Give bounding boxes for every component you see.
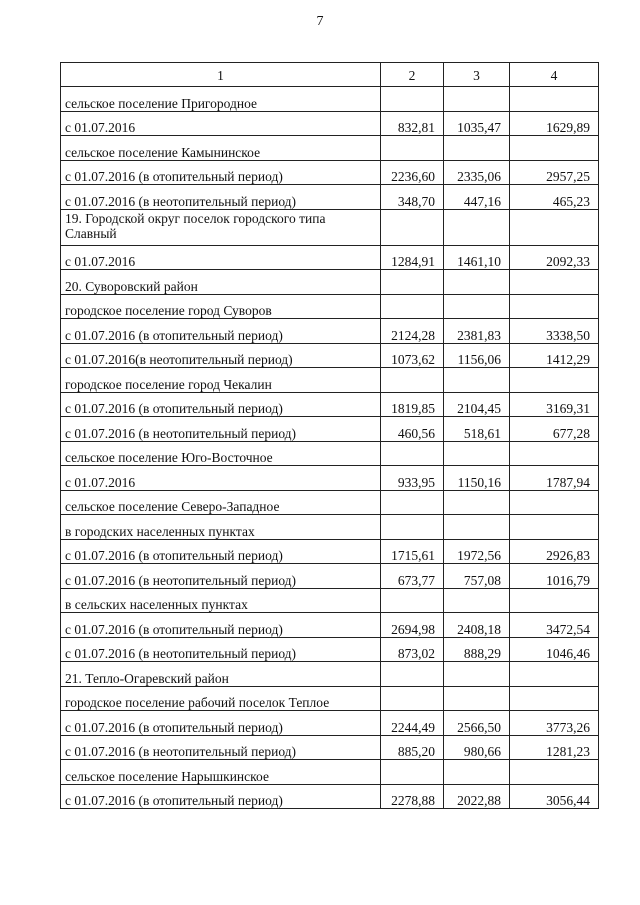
row-value-col3: 1156,06 — [444, 343, 510, 368]
row-value-col4: 1046,46 — [510, 637, 599, 662]
row-label: с 01.07.2016 (в отопительный период) — [61, 160, 381, 185]
row-value-col3: 1972,56 — [444, 539, 510, 564]
row-label: городское поселение город Суворов — [61, 294, 381, 319]
row-value-col4: 1412,29 — [510, 343, 599, 368]
row-value-col4: 1281,23 — [510, 735, 599, 760]
row-value-col3 — [444, 87, 510, 112]
row-value-col3: 2104,45 — [444, 392, 510, 417]
table-row — [61, 441, 599, 466]
row-label: городское поселение рабочий поселок Теплое — [61, 686, 381, 711]
row-value-col3: 1150,16 — [444, 466, 510, 491]
row-value-col4 — [510, 368, 599, 393]
row-value-col4 — [510, 686, 599, 711]
table-row — [61, 662, 599, 687]
row-value-col2 — [381, 368, 444, 393]
table-row — [61, 160, 599, 185]
row-label: сельское поселение Северо-Западное — [61, 490, 381, 515]
table-row — [61, 185, 599, 210]
row-value-col3 — [444, 294, 510, 319]
row-label: с 01.07.2016 (в неотопительный период) — [61, 185, 381, 210]
column-header-2: 2 — [381, 63, 444, 87]
table-row — [61, 136, 599, 161]
row-value-col2 — [381, 270, 444, 295]
row-value-col3: 2566,50 — [444, 711, 510, 736]
table-row — [61, 343, 599, 368]
row-label: 21. Тепло-Огаревский район — [61, 662, 381, 687]
table-row — [61, 392, 599, 417]
row-label: с 01.07.2016 (в неотопительный период) — [61, 417, 381, 442]
row-value-col3 — [444, 760, 510, 785]
table-row — [61, 735, 599, 760]
row-label: сельское поселение Камынинское — [61, 136, 381, 161]
table-body — [61, 87, 599, 809]
table-row — [61, 711, 599, 736]
row-label: с 01.07.2016 (в отопительный период) — [61, 392, 381, 417]
row-value-col2: 2236,60 — [381, 160, 444, 185]
table-row — [61, 417, 599, 442]
row-value-col2: 1819,85 — [381, 392, 444, 417]
row-value-col2: 2244,49 — [381, 711, 444, 736]
row-value-col2 — [381, 760, 444, 785]
table-row — [61, 368, 599, 393]
row-value-col2: 832,81 — [381, 111, 444, 136]
row-label: с 01.07.2016(в неотопительный период) — [61, 343, 381, 368]
row-label: с 01.07.2016 — [61, 245, 381, 270]
row-value-col2 — [381, 136, 444, 161]
row-value-col3: 447,16 — [444, 185, 510, 210]
row-value-col3 — [444, 270, 510, 295]
table-row — [61, 209, 599, 245]
row-value-col4: 3338,50 — [510, 319, 599, 344]
row-value-col4: 677,28 — [510, 417, 599, 442]
row-value-col2 — [381, 209, 444, 245]
row-value-col4: 465,23 — [510, 185, 599, 210]
row-label: сельское поселение Нарышкинское — [61, 760, 381, 785]
row-value-col4 — [510, 490, 599, 515]
table-row — [61, 270, 599, 295]
page-number: 7 — [316, 14, 324, 29]
table-row — [61, 319, 599, 344]
row-value-col4 — [510, 294, 599, 319]
row-label: с 01.07.2016 (в неотопительный период) — [61, 637, 381, 662]
row-value-col2: 885,20 — [381, 735, 444, 760]
column-header-4: 4 — [510, 63, 599, 87]
table-row — [61, 613, 599, 638]
row-label: с 01.07.2016 (в отопительный период) — [61, 319, 381, 344]
row-label: с 01.07.2016 (в неотопительный период) — [61, 564, 381, 589]
row-value-col3 — [444, 662, 510, 687]
row-label: городское поселение город Чекалин — [61, 368, 381, 393]
row-value-col4: 2957,25 — [510, 160, 599, 185]
row-value-col4 — [510, 87, 599, 112]
table-row — [61, 111, 599, 136]
row-value-col3: 1035,47 — [444, 111, 510, 136]
table-row — [61, 490, 599, 515]
row-value-col3: 2022,88 — [444, 784, 510, 809]
row-value-col3 — [444, 515, 510, 540]
row-label: 19. Городской округ поселок городского типа Славный — [61, 209, 381, 245]
row-value-col3: 2381,83 — [444, 319, 510, 344]
row-value-col3 — [444, 209, 510, 245]
row-value-col3: 757,08 — [444, 564, 510, 589]
table-row — [61, 686, 599, 711]
row-label: с 01.07.2016 (в отопительный период) — [61, 613, 381, 638]
column-header-3: 3 — [444, 63, 510, 87]
row-value-col3: 2335,06 — [444, 160, 510, 185]
row-label: 20. Суворовский район — [61, 270, 381, 295]
row-value-col2: 2278,88 — [381, 784, 444, 809]
row-value-col2: 2694,98 — [381, 613, 444, 638]
row-value-col2: 873,02 — [381, 637, 444, 662]
row-value-col3 — [444, 588, 510, 613]
row-value-col3 — [444, 136, 510, 161]
row-value-col4: 1016,79 — [510, 564, 599, 589]
row-value-col2: 673,77 — [381, 564, 444, 589]
row-label: в сельских населенных пунктах — [61, 588, 381, 613]
row-value-col4: 2926,83 — [510, 539, 599, 564]
row-value-col2: 1715,61 — [381, 539, 444, 564]
table-row — [61, 466, 599, 491]
row-value-col2 — [381, 441, 444, 466]
row-value-col2: 933,95 — [381, 466, 444, 491]
row-value-col3: 1461,10 — [444, 245, 510, 270]
row-value-col3 — [444, 441, 510, 466]
row-value-col4: 3169,31 — [510, 392, 599, 417]
row-value-col4 — [510, 270, 599, 295]
row-value-col3: 980,66 — [444, 735, 510, 760]
column-header-1: 1 — [61, 63, 381, 87]
row-label: сельское поселение Юго-Восточное — [61, 441, 381, 466]
row-value-col2 — [381, 515, 444, 540]
row-value-col4: 1787,94 — [510, 466, 599, 491]
row-value-col3: 518,61 — [444, 417, 510, 442]
table-row — [61, 245, 599, 270]
row-value-col4 — [510, 662, 599, 687]
row-label: с 01.07.2016 — [61, 466, 381, 491]
row-label: сельское поселение Пригородное — [61, 87, 381, 112]
row-label: с 01.07.2016 (в отопительный период) — [61, 784, 381, 809]
row-value-col2: 1284,91 — [381, 245, 444, 270]
row-value-col4: 3056,44 — [510, 784, 599, 809]
row-value-col2 — [381, 662, 444, 687]
table-row — [61, 294, 599, 319]
row-value-col2 — [381, 588, 444, 613]
row-value-col4: 1629,89 — [510, 111, 599, 136]
row-value-col2: 460,56 — [381, 417, 444, 442]
row-value-col2 — [381, 87, 444, 112]
row-label: в городских населенных пунктах — [61, 515, 381, 540]
row-value-col4: 3773,26 — [510, 711, 599, 736]
tariff-table — [60, 62, 599, 809]
table-row — [61, 784, 599, 809]
row-value-col4 — [510, 588, 599, 613]
table-row — [61, 87, 599, 112]
row-value-col2 — [381, 686, 444, 711]
table-row — [61, 760, 599, 785]
row-value-col2: 2124,28 — [381, 319, 444, 344]
table-row — [61, 588, 599, 613]
row-value-col4 — [510, 441, 599, 466]
row-value-col4 — [510, 515, 599, 540]
row-value-col3: 2408,18 — [444, 613, 510, 638]
table-row — [61, 539, 599, 564]
row-value-col2 — [381, 490, 444, 515]
row-value-col2: 1073,62 — [381, 343, 444, 368]
row-value-col3 — [444, 490, 510, 515]
row-label: с 01.07.2016 — [61, 111, 381, 136]
table-row — [61, 637, 599, 662]
row-value-col4 — [510, 760, 599, 785]
row-value-col3 — [444, 686, 510, 711]
row-label: с 01.07.2016 (в неотопительный период) — [61, 735, 381, 760]
row-value-col4: 2092,33 — [510, 245, 599, 270]
row-value-col2 — [381, 294, 444, 319]
table-header-row — [61, 63, 599, 87]
row-label: с 01.07.2016 (в отопительный период) — [61, 711, 381, 736]
table-row — [61, 564, 599, 589]
row-label: с 01.07.2016 (в отопительный период) — [61, 539, 381, 564]
row-value-col4: 3472,54 — [510, 613, 599, 638]
row-value-col3: 888,29 — [444, 637, 510, 662]
table-row — [61, 515, 599, 540]
row-value-col2: 348,70 — [381, 185, 444, 210]
row-value-col4 — [510, 136, 599, 161]
row-value-col3 — [444, 368, 510, 393]
row-value-col4 — [510, 209, 599, 245]
